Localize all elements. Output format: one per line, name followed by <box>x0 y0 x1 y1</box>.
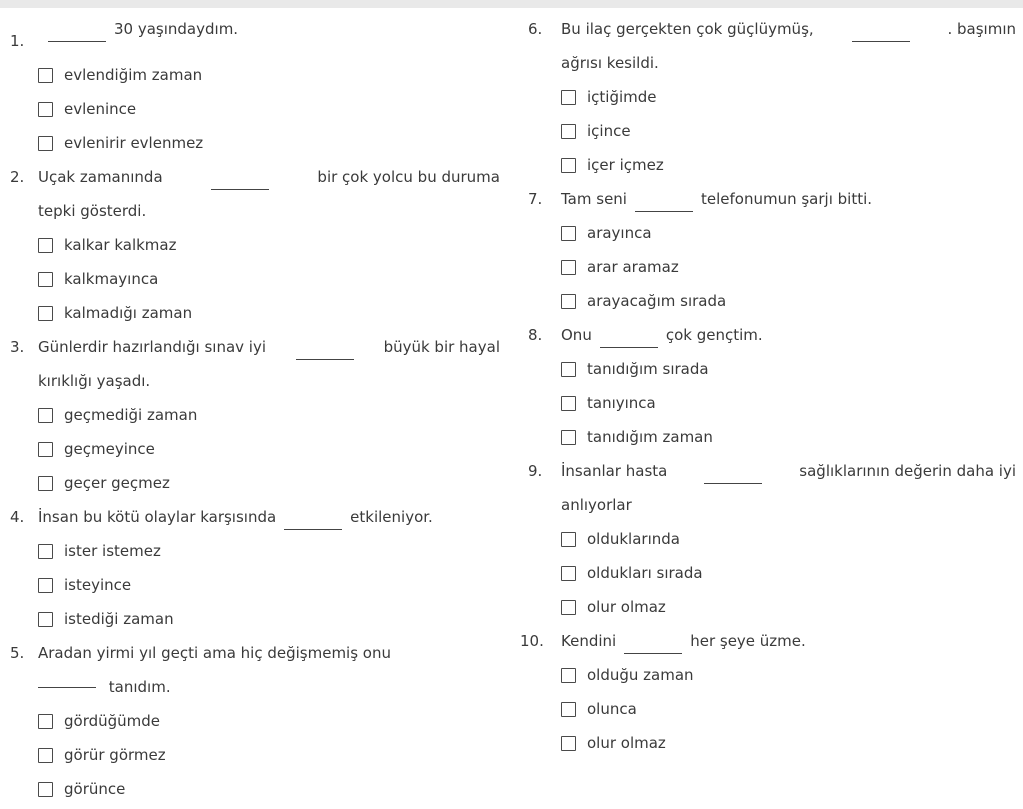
question-6 <box>528 12 1016 182</box>
question-text: Uçak zamanında <box>38 168 163 186</box>
checkbox[interactable] <box>38 306 53 321</box>
checkbox[interactable] <box>38 238 53 253</box>
question-9 <box>528 454 1016 624</box>
checkbox[interactable] <box>38 136 53 151</box>
answer-blank <box>296 326 354 360</box>
question-text: büyük bir hayal <box>383 338 500 356</box>
question-number: 9. <box>528 462 543 480</box>
question-number: 5. <box>10 644 25 662</box>
option-label: oldukları sırada <box>587 564 703 582</box>
answer-blank <box>635 178 693 212</box>
answer-option[interactable] <box>10 262 500 296</box>
option-label: tanıyınca <box>587 394 656 412</box>
question-text-continued: ağrısı kesildi. <box>561 54 659 72</box>
answer-option[interactable] <box>528 692 1016 726</box>
checkbox[interactable] <box>561 396 576 411</box>
checkbox[interactable] <box>561 260 576 275</box>
answer-option[interactable] <box>10 296 500 330</box>
checkbox[interactable] <box>561 600 576 615</box>
question-1 <box>10 12 500 160</box>
checkbox[interactable] <box>561 226 576 241</box>
question-text: İnsanlar hasta <box>561 462 668 480</box>
answer-option[interactable] <box>10 398 500 432</box>
left-column <box>10 12 500 806</box>
option-label: geçmeyince <box>64 440 155 458</box>
option-label: görür görmez <box>64 746 166 764</box>
answer-blank <box>48 8 106 42</box>
answer-option[interactable] <box>528 658 1016 692</box>
question-number: 6. <box>528 20 543 38</box>
option-label: tanıdığım sırada <box>587 360 709 378</box>
option-label: olunca <box>587 700 637 718</box>
answer-option[interactable] <box>10 534 500 568</box>
answer-blank <box>852 8 910 42</box>
option-label: istediği zaman <box>64 610 174 628</box>
checkbox[interactable] <box>561 362 576 377</box>
question-text: telefonumun şarjı bitti. <box>700 190 873 208</box>
checkbox[interactable] <box>561 430 576 445</box>
question-5 <box>10 636 500 806</box>
question-text: her şeye üzme. <box>690 632 806 650</box>
answer-blank <box>38 687 96 688</box>
checkbox[interactable] <box>38 782 53 797</box>
question-text: Tam seni <box>561 190 627 208</box>
question-number: 2. <box>10 168 25 186</box>
option-label: içer içmez <box>587 156 664 174</box>
checkbox[interactable] <box>561 158 576 173</box>
option-label: olduğu zaman <box>587 666 694 684</box>
checkbox[interactable] <box>561 736 576 751</box>
answer-option[interactable] <box>10 772 500 806</box>
question-10 <box>520 624 1016 760</box>
option-label: evlendiğim zaman <box>64 66 203 84</box>
answer-option[interactable] <box>528 420 1016 454</box>
question-text: Günlerdir hazırlandığı sınav iyi <box>38 338 267 356</box>
checkbox[interactable] <box>561 668 576 683</box>
answer-blank <box>284 496 342 530</box>
option-label: kalmadığı zaman <box>64 304 193 322</box>
checkbox[interactable] <box>38 544 53 559</box>
question-text: 30 yaşındaydım. <box>114 20 239 38</box>
option-label: tanıdığım zaman <box>587 428 713 446</box>
question-number: 10. <box>520 632 544 650</box>
question-text: etkileniyor. <box>350 508 433 526</box>
answer-blank <box>600 314 658 348</box>
option-label: olduklarında <box>587 530 680 548</box>
right-column <box>520 12 1016 760</box>
answer-option[interactable] <box>10 432 500 466</box>
answer-option[interactable] <box>10 738 500 772</box>
page-top-strip <box>0 0 1023 8</box>
answer-option[interactable] <box>528 216 1016 250</box>
question-number: 4. <box>10 508 25 526</box>
answer-option[interactable] <box>10 92 500 126</box>
answer-blank <box>624 620 682 654</box>
answer-blank <box>704 450 762 484</box>
answer-blank <box>211 156 269 190</box>
answer-option[interactable] <box>528 250 1016 284</box>
checkbox[interactable] <box>38 612 53 627</box>
question-text: . başımın <box>947 20 1016 38</box>
question-number: 7. <box>528 190 543 208</box>
question-text: sağlıklarının değerin daha iyi <box>799 462 1016 480</box>
option-label: geçer geçmez <box>64 474 170 492</box>
answer-option[interactable] <box>10 58 500 92</box>
option-label: isteyince <box>64 576 132 594</box>
option-label: arayacağım sırada <box>587 292 727 310</box>
checkbox[interactable] <box>561 566 576 581</box>
answer-option[interactable] <box>10 466 500 500</box>
question-text-continued: tanıdım. <box>108 678 171 696</box>
option-label: içtiğimde <box>587 88 657 106</box>
question-text: bir çok yolcu bu duruma <box>317 168 500 186</box>
option-label: kalkar kalkmaz <box>64 236 177 254</box>
checkbox[interactable] <box>38 578 53 593</box>
option-label: görünce <box>64 780 126 798</box>
checkbox[interactable] <box>38 714 53 729</box>
option-label: içince <box>587 122 631 140</box>
question-8 <box>528 318 1016 454</box>
question-text-continued: kırıklığı yaşadı. <box>38 372 151 390</box>
answer-option[interactable] <box>10 704 500 738</box>
checkbox[interactable] <box>38 102 53 117</box>
question-number: 1. <box>10 32 25 50</box>
question-2 <box>10 160 500 330</box>
option-label: geçmediği zaman <box>64 406 198 424</box>
answer-option[interactable] <box>10 228 500 262</box>
option-label: olur olmaz <box>587 598 666 616</box>
checkbox[interactable] <box>38 476 53 491</box>
question-number: 3. <box>10 338 25 356</box>
answer-option[interactable] <box>528 726 1016 760</box>
answer-option[interactable] <box>10 126 500 160</box>
question-7 <box>528 182 1016 318</box>
checkbox[interactable] <box>561 532 576 547</box>
answer-option[interactable] <box>528 80 1016 114</box>
question-text: çok gençtim. <box>665 326 763 344</box>
question-text: İnsan bu kötü olaylar karşısında <box>38 508 277 526</box>
option-label: arar aramaz <box>587 258 679 276</box>
question-text: Onu <box>561 326 592 344</box>
question-text-continued: tepki gösterdi. <box>38 202 147 220</box>
question-text-continued: anlıyorlar <box>561 496 632 514</box>
question-4 <box>10 500 500 636</box>
answer-option[interactable] <box>10 568 500 602</box>
answer-option[interactable] <box>528 352 1016 386</box>
option-label: evlenince <box>64 100 137 118</box>
answer-option[interactable] <box>528 522 1016 556</box>
question-3 <box>10 330 500 500</box>
option-label: olur olmaz <box>587 734 666 752</box>
checkbox[interactable] <box>38 442 53 457</box>
option-label: kalkmayınca <box>64 270 159 288</box>
checkbox[interactable] <box>38 68 53 83</box>
checkbox[interactable] <box>38 408 53 423</box>
answer-option[interactable] <box>528 590 1016 624</box>
answer-option[interactable] <box>10 602 500 636</box>
checkbox[interactable] <box>561 90 576 105</box>
question-number: 8. <box>528 326 543 344</box>
checkbox[interactable] <box>38 272 53 287</box>
answer-option[interactable] <box>528 556 1016 590</box>
answer-option[interactable] <box>528 284 1016 318</box>
checkbox[interactable] <box>561 124 576 139</box>
checkbox[interactable] <box>561 702 576 717</box>
checkbox[interactable] <box>38 748 53 763</box>
option-label: arayınca <box>587 224 652 242</box>
answer-option[interactable] <box>528 114 1016 148</box>
answer-option[interactable] <box>528 148 1016 182</box>
answer-option[interactable] <box>528 386 1016 420</box>
option-label: ister istemez <box>64 542 161 560</box>
option-label: gördüğümde <box>64 712 161 730</box>
question-text: Bu ilaç gerçekten çok güçlüymüş, <box>561 20 814 38</box>
checkbox[interactable] <box>561 294 576 309</box>
question-text: Kendini <box>561 632 617 650</box>
question-text: Aradan yirmi yıl geçti ama hiç değişmemiş onu <box>38 644 391 662</box>
option-label: evlenirir evlenmez <box>64 134 204 152</box>
